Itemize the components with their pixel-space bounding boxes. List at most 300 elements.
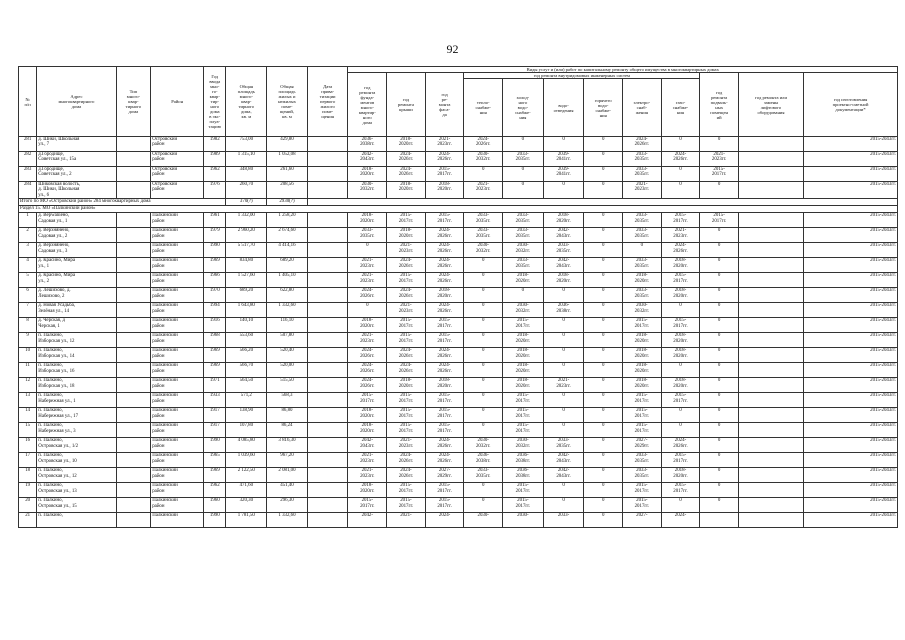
cell-facade: 2015- 2017гг.	[425, 318, 464, 333]
cell-priv	[307, 453, 348, 468]
cell-design: 2015-2043гг.	[804, 408, 898, 423]
cell-year: 1917	[204, 423, 226, 438]
cell-elevator	[738, 137, 803, 152]
cell-design: 2015-2043гг.	[804, 363, 898, 378]
cell-type	[116, 408, 151, 423]
cell-gas: 0	[661, 498, 700, 513]
cell-cold: 0	[503, 182, 544, 199]
table-row	[19, 363, 898, 378]
cell-elec: 2015- 2017гг.	[623, 408, 662, 423]
table-row	[19, 423, 898, 438]
cell-district: Палкинский район	[151, 318, 204, 333]
cell-res: 261,60	[267, 167, 308, 182]
total-label: Итого по МО «Островский район» 284 многоквартирных дома	[19, 199, 226, 206]
cell-elec: 2033- 2035гг.	[623, 152, 662, 167]
cell-total: 2 960,20	[226, 228, 267, 243]
cell-address: п. Палкино,	[37, 513, 116, 528]
cell-no: 10	[19, 348, 37, 363]
cell-elec: 2027- 2029гг.	[623, 438, 662, 453]
cell-priv	[307, 213, 348, 228]
cell-no: 282	[19, 152, 37, 167]
cell-no: 2	[19, 228, 37, 243]
header-systems-group: год ремонта внутридомовых инженерных систем	[464, 73, 700, 79]
cell-heat: 0	[464, 167, 503, 182]
cell-elevator	[738, 498, 803, 513]
cell-no: 6	[19, 288, 37, 303]
cell-fund: 2018- 2020гг.	[348, 408, 387, 423]
cell-fund: 2024- 2026гг.	[348, 288, 387, 303]
cell-no: 14	[19, 408, 37, 423]
cell-elec: 2033- 2035гг.	[623, 213, 662, 228]
cell-elevator	[738, 303, 803, 318]
cell-roof: 2018- 2020гг.	[387, 137, 426, 152]
cell-cold: 0	[503, 288, 544, 303]
cell-elec: 2033- 2035гг.	[623, 453, 662, 468]
cell-basement: 0	[700, 288, 739, 303]
cell-heat: 0	[464, 498, 503, 513]
cell-year: 1916	[204, 318, 226, 333]
table-summary	[19, 199, 898, 213]
cell-year: 1971	[204, 378, 226, 393]
cell-sewer: 0	[543, 348, 584, 363]
cell-cold: 2018- 2020гг.	[503, 333, 544, 348]
cell-elevator	[738, 243, 803, 258]
cell-elevator	[738, 318, 803, 333]
cell-type	[116, 453, 151, 468]
cell-cold: 2033- 2035гг.	[503, 258, 544, 273]
cell-address: п. Палкино, Островская ул., 10	[37, 453, 116, 468]
cell-total: 1 527,60	[226, 273, 267, 288]
cell-address: д. Верwaniено, Садовая ул., 1	[37, 213, 116, 228]
residential-area-sum: 2930(?)	[267, 199, 308, 206]
cell-year: 1990	[204, 438, 226, 453]
cell-gas: 0	[661, 408, 700, 423]
cell-sewer: 0	[543, 137, 584, 152]
cell-sewer: 0	[543, 408, 584, 423]
section-row	[19, 206, 898, 213]
cell-priv	[307, 137, 348, 152]
cell-district: Палкинский район	[151, 303, 204, 318]
cell-fund: 0	[348, 303, 387, 318]
cell-res: 1 258,20	[267, 213, 308, 228]
cell-priv	[307, 273, 348, 288]
cell-cold: 2015- 2017гг.	[503, 318, 544, 333]
cell-gas: 2015- 2017гг.	[661, 273, 700, 288]
cell-priv	[307, 348, 348, 363]
cell-priv	[307, 318, 348, 333]
cell-sewer: 0	[543, 423, 584, 438]
cell-gas: 2018- 2020гг.	[661, 288, 700, 303]
cell-res: 622,80	[267, 288, 308, 303]
cell-heat: 0	[464, 258, 503, 273]
cell-district: Палкинский район	[151, 393, 204, 408]
table-row	[19, 408, 898, 423]
overhaul-table	[18, 66, 898, 528]
cell-roof: 2024- 2026гг.	[387, 468, 426, 483]
cell-res: 689,20	[267, 258, 308, 273]
cell-district: Палкинский район	[151, 423, 204, 438]
cell-type	[116, 423, 151, 438]
cell-roof: 2024- 2026гг.	[387, 453, 426, 468]
cell-facade: 2024- 2026гг.	[425, 348, 464, 363]
table-row	[19, 167, 898, 182]
cell-priv	[307, 513, 348, 528]
cell-address: д. Красино, Мира ул., 1	[37, 258, 116, 273]
cell-basement: 2015- 2017гг.	[700, 167, 739, 182]
cell-priv	[307, 423, 348, 438]
cell-type	[116, 438, 151, 453]
cell-hot: 0	[584, 318, 623, 333]
cell-facade: 2018- 2020гг.	[425, 288, 464, 303]
cell-sewer: 2039- 2041гг.	[543, 152, 584, 167]
cell-fund: 2018- 2020гг.	[348, 483, 387, 498]
table-row	[19, 483, 898, 498]
cell-type	[116, 167, 151, 182]
cell-sewer: 2033- 2035гг.	[543, 438, 584, 453]
cell-cold: 2015- 2017гг.	[503, 423, 544, 438]
cell-roof: 2024- 2026гг.	[387, 167, 426, 182]
cell-res: 4 414,16	[267, 243, 308, 258]
cell-heat: 0	[464, 378, 503, 393]
header-gas: газо- снабже- ния	[661, 79, 700, 137]
cell-heat: 2030- 2032гг.	[464, 438, 503, 453]
cell-gas: 2015- 2017гг.	[661, 483, 700, 498]
header-year-built: Год ввода мно- го- квар- тир- ного дома в экс- плуа- тацию	[204, 67, 226, 137]
cell-fund: 2018- 2020гг.	[348, 213, 387, 228]
cell-year: 1982	[204, 137, 226, 152]
cell-total: 1 332,00	[226, 213, 267, 228]
header-privatization-date: Дата прива- тизации первого жилого поме- щения	[307, 67, 348, 137]
cell-basement: 0	[700, 243, 739, 258]
page-number: 92	[446, 42, 459, 56]
cell-total: 140,10	[226, 318, 267, 333]
cell-roof: 2021- 2023гг.	[387, 303, 426, 318]
cell-fund: 2015- 2017гг.	[348, 498, 387, 513]
cell-facade: 2024- 2026гг.	[425, 363, 464, 378]
cell-no: 16	[19, 438, 37, 453]
cell-cold: 2030- 2032гг.	[503, 438, 544, 453]
cell-total: 1 039,60	[226, 453, 267, 468]
cell-no: 13	[19, 393, 37, 408]
cell-facade: 2015- 2017гг.	[425, 408, 464, 423]
cell-no: 9	[19, 333, 37, 348]
cell-year: 1969	[204, 363, 226, 378]
cell-elec: 2018- 2020гг.	[623, 363, 662, 378]
cell-design: 2015-2043гг.	[804, 213, 898, 228]
cell-type	[116, 483, 151, 498]
cell-address: п. Палкино, Изборская ул., 18	[37, 378, 116, 393]
cell-gas: 0	[661, 137, 700, 152]
cell-roof: 2024- 2026гг.	[387, 258, 426, 273]
cell-sewer: 2042- 2043гг.	[543, 453, 584, 468]
cell-total: 260,70	[226, 182, 267, 199]
cell-district: Палкинский район	[151, 408, 204, 423]
cell-no: 17	[19, 453, 37, 468]
cell-priv	[307, 498, 348, 513]
cell-facade: 2024- 2026гг.	[425, 438, 464, 453]
cell-elec: 2018- 2020гг.	[623, 378, 662, 393]
cell-facade: 2024- 2026гг.	[425, 228, 464, 243]
cell-fund: 2018- 2020гг.	[348, 423, 387, 438]
cell-no: 4	[19, 258, 37, 273]
cell-facade: 2024- 2026гг.	[425, 273, 464, 288]
cell-basement	[700, 513, 739, 528]
cell-sewer: 2036- 2038гг.	[543, 303, 584, 318]
header-works-group: Виды услуг и (или) работ по капитальному ремонту общего имущества в многоквартирных домах	[348, 67, 898, 73]
cell-year: 1961	[204, 213, 226, 228]
cell-hot: 0	[584, 363, 623, 378]
table-row	[19, 243, 898, 258]
cell-year: 1933	[204, 393, 226, 408]
cell-heat: 0	[464, 303, 503, 318]
cell-type	[116, 468, 151, 483]
cell-fund: 2021- 2023гг.	[348, 453, 387, 468]
cell-district: Палкинский район	[151, 363, 204, 378]
cell-priv	[307, 468, 348, 483]
cell-district: Палкинский район	[151, 213, 204, 228]
cell-gas: 2018- 2020гг.	[661, 348, 700, 363]
cell-design: 2015-2043гг.	[804, 438, 898, 453]
cell-type	[116, 273, 151, 288]
cell-sewer: 0	[543, 393, 584, 408]
cell-heat: 0	[464, 348, 503, 363]
cell-total: 571,2	[226, 393, 267, 408]
cell-hot: 0	[584, 393, 623, 408]
cell-elec: 2015- 2017гг.	[623, 423, 662, 438]
cell-heat: 0	[464, 363, 503, 378]
cell-priv	[307, 182, 348, 199]
table-row	[19, 258, 898, 273]
cell-elevator	[738, 228, 803, 243]
cell-total: 553,60	[226, 333, 267, 348]
cell-res: 296,30	[267, 498, 308, 513]
cell-elevator	[738, 483, 803, 498]
cell-heat: 2033- 2035гг.	[464, 213, 503, 228]
cell-design: 2015-2043гг.	[804, 303, 898, 318]
cell-type	[116, 258, 151, 273]
cell-basement: 0	[700, 453, 739, 468]
cell-district: Палкинский район	[151, 498, 204, 513]
cell-hot: 0	[584, 438, 623, 453]
cell-priv	[307, 483, 348, 498]
cell-elec: 2015- 2017гг.	[623, 483, 662, 498]
cell-basement: 0	[700, 273, 739, 288]
cell-gas: 0	[661, 167, 700, 182]
cell-basement: 0	[700, 258, 739, 273]
cell-district: Палкинский район	[151, 348, 204, 363]
cell-no: 15	[19, 423, 37, 438]
cell-district: Палкинский район	[151, 288, 204, 303]
cell-hot: 0	[584, 152, 623, 167]
cell-fund: 2021- 2023гг.	[348, 333, 387, 348]
cell-roof: 2018- 2020гг.	[387, 378, 426, 393]
cell-year: 1994	[204, 303, 226, 318]
cell-hot: 0	[584, 182, 623, 199]
cell-heat: 0	[464, 333, 503, 348]
cell-cold: 2015- 2017гг.	[503, 483, 544, 498]
cell-elec: 2033- 2035гг.	[623, 288, 662, 303]
cell-cold: 2033- 2035гг.	[503, 228, 544, 243]
cell-type	[116, 348, 151, 363]
cell-elevator	[738, 468, 803, 483]
cell-no: 19	[19, 483, 37, 498]
cell-address: д. Шики, Школьная ул., 7	[37, 137, 116, 152]
cell-gas: 2018- 2020гг.	[661, 333, 700, 348]
cell-elec: 2033- 2035гг.	[623, 167, 662, 182]
cell-year: 1970	[204, 288, 226, 303]
cell-res: 86,80	[267, 408, 308, 423]
header-no: № п/п	[19, 67, 37, 137]
cell-address: д. Лешихово, д. Лешихово, 2	[37, 288, 116, 303]
cell-fund: 2033- 2035гг.	[348, 228, 387, 243]
cell-year: 1917	[204, 408, 226, 423]
cell-year: 1989	[204, 152, 226, 167]
cell-roof: 2015- 2017гг.	[387, 498, 426, 513]
cell-elevator	[738, 258, 803, 273]
cell-elevator	[738, 167, 803, 182]
cell-address: д. Верхнянено, Садовая ул., 3	[37, 243, 116, 258]
cell-gas: 0	[661, 363, 700, 378]
table-row	[19, 152, 898, 167]
cell-basement: 0	[700, 408, 739, 423]
cell-no: 284	[19, 182, 37, 199]
header-facade: год ре- монта фаса- да	[425, 73, 464, 137]
cell-district: Палкинский	[151, 513, 204, 528]
cell-gas: 0	[661, 182, 700, 199]
cell-total: 4 085,80	[226, 438, 267, 453]
cell-elec: 2018- 2020гг.	[623, 273, 662, 288]
cell-type	[116, 182, 151, 199]
cell-elevator	[738, 453, 803, 468]
cell-year: 1990	[204, 513, 226, 528]
cell-total: 471,60	[226, 483, 267, 498]
cell-priv	[307, 438, 348, 453]
cell-basement: 0	[700, 228, 739, 243]
cell-facade: 2015- 2017гг.	[425, 483, 464, 498]
cell-sewer: 0	[543, 363, 584, 378]
cell-res: 515,50	[267, 378, 308, 393]
cell-elec: 2033- 2035гг.	[623, 468, 662, 483]
cell-heat: 0	[464, 408, 503, 423]
cell-roof: 2018- 2020гг.	[387, 228, 426, 243]
total-area-sum: 370(?)	[226, 199, 267, 206]
cell-total: 834,80	[226, 258, 267, 273]
cell-roof: 2018- 2020гг.	[387, 182, 426, 199]
cell-type	[116, 363, 151, 378]
cell-address: п. Палкино, Изборская ул., 12	[37, 333, 116, 348]
table-row	[19, 303, 898, 318]
cell-heat: 2024- 2026гг.	[464, 137, 503, 152]
header-total-area: Общая площадь много- квар- тирного дома, кв. м	[226, 67, 267, 137]
cell-facade: 2027- 2029гг.	[425, 468, 464, 483]
cell-basement: 0	[700, 182, 739, 199]
cell-gas: 2021- 2023гг.	[661, 228, 700, 243]
cell-total: 1 315,10	[226, 152, 267, 167]
cell-no: 21	[19, 513, 37, 528]
cell-total: 753,00	[226, 137, 267, 152]
cell-basement: 0	[700, 468, 739, 483]
cell-sewer: 0	[543, 333, 584, 348]
total-row	[19, 199, 898, 206]
cell-gas: 2015- 2017гг.	[661, 453, 700, 468]
table-row	[19, 333, 898, 348]
cell-basement: 0	[700, 333, 739, 348]
cell-design: 2015-2043гг.	[804, 513, 898, 528]
cell-heat: 0	[464, 393, 503, 408]
cell-design: 2015-2043гг.	[804, 348, 898, 363]
cell-basement: 0	[700, 393, 739, 408]
cell-total: 107,80	[226, 423, 267, 438]
cell-facade: 2024- 2026гг.	[425, 303, 464, 318]
cell-sewer: 2033-	[543, 513, 584, 528]
cell-elec: 0	[623, 243, 662, 258]
header-heat: тепло- снабже- ния	[464, 79, 503, 137]
cell-roof: 2015- 2017гг.	[387, 213, 426, 228]
cell-sewer: 2021- 2023гг.	[543, 378, 584, 393]
cell-elec: 2015- 2017гг.	[623, 498, 662, 513]
cell-address: п. Палкино, Островская ул., 13	[37, 483, 116, 498]
cell-fund: 2021- 2023гг.	[348, 258, 387, 273]
cell-type	[116, 333, 151, 348]
cell-hot: 0	[584, 258, 623, 273]
cell-roof: 2015- 2017гг.	[387, 423, 426, 438]
cell-sewer: 2018- 2020гг.	[543, 213, 584, 228]
cell-roof: 2015- 2017гг.	[387, 483, 426, 498]
cell-type	[116, 243, 151, 258]
cell-design: 2015-2043гг.	[804, 258, 898, 273]
cell-total: 2 122,50	[226, 468, 267, 483]
cell-heat: 2033- 2035гг.	[464, 468, 503, 483]
cell-gas: 0	[661, 303, 700, 318]
cell-district: Палкинский район	[151, 228, 204, 243]
cell-res: 1 332,60	[267, 303, 308, 318]
cell-res: 86,24	[267, 423, 308, 438]
cell-cold: 2036- 2038гг.	[503, 453, 544, 468]
cell-type	[116, 288, 151, 303]
cell-cold: 2018- 2020гг.	[503, 273, 544, 288]
cell-sewer: 2042- 2043гг.	[543, 228, 584, 243]
cell-hot: 0	[584, 513, 623, 528]
cell-total: 5 517,70	[226, 243, 267, 258]
cell-year: 1969	[204, 258, 226, 273]
cell-elevator	[738, 363, 803, 378]
cell-res: 520,00	[267, 363, 308, 378]
cell-hot: 0	[584, 423, 623, 438]
cell-sewer: 0	[543, 318, 584, 333]
cell-fund: 2024- 2026гг.	[348, 363, 387, 378]
cell-design: 2015-2043гг.	[804, 498, 898, 513]
cell-year: 1969	[204, 348, 226, 363]
cell-total: 566,70	[226, 363, 267, 378]
cell-hot: 0	[584, 167, 623, 182]
cell-gas: 2015- 2017гг.	[661, 318, 700, 333]
cell-facade: 2024-	[425, 513, 464, 528]
cell-elec: 2024- 2026гг.	[623, 137, 662, 152]
cell-facade: 2015- 2017гг.	[425, 393, 464, 408]
table-body-palkino	[19, 213, 898, 528]
table-row	[19, 513, 898, 528]
cell-no: 12	[19, 378, 37, 393]
cell-elec: 2027-	[623, 513, 662, 528]
cell-fund: 2018- 2020гг.	[348, 167, 387, 182]
cell-sewer: 2039- 2041гг.	[543, 167, 584, 182]
cell-elevator	[738, 408, 803, 423]
cell-total: 1 643,80	[226, 303, 267, 318]
cell-basement: 2015- 2017гг.	[700, 213, 739, 228]
header-cold-water: холод- ного водо- снабже- ния	[503, 79, 544, 137]
cell-total: 348,80	[226, 167, 267, 182]
cell-heat: 0	[464, 318, 503, 333]
